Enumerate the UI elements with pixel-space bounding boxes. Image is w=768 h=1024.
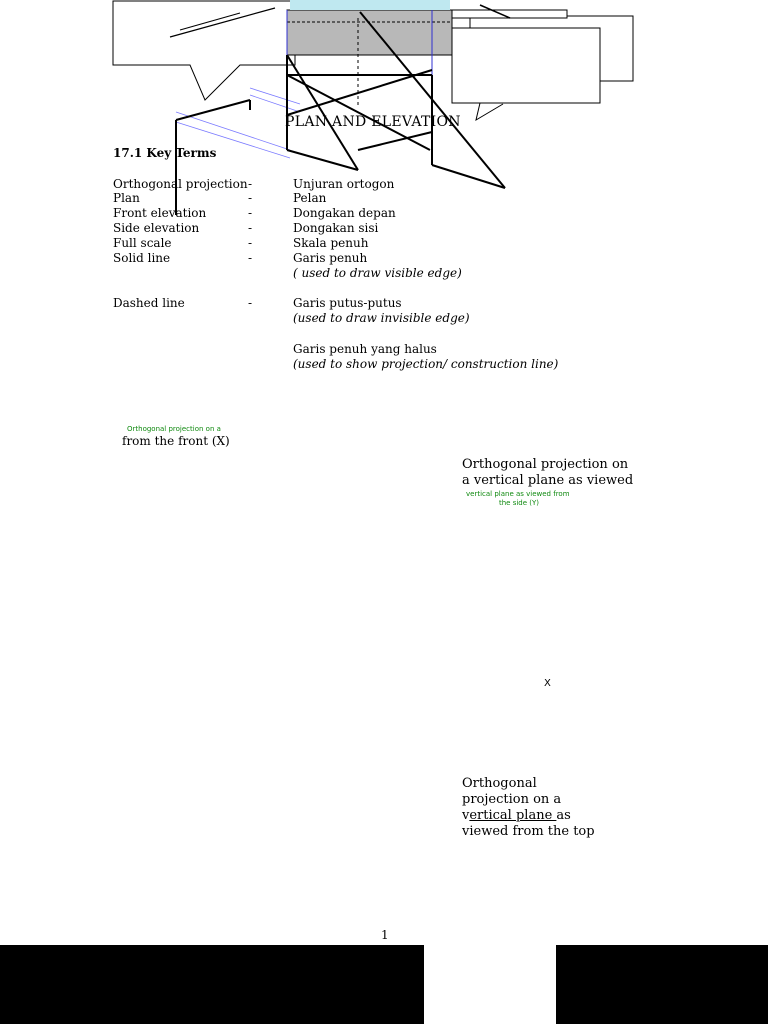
term-note-5: ( used to draw visible edge) [293, 266, 462, 280]
term-ms-5: Garis penuh [293, 251, 368, 265]
side-callout-line2: a vertical plane as viewed [462, 473, 634, 488]
page-title: PLAN AND ELEVATION [285, 114, 461, 130]
term-ms-2: Dongakan depan [293, 206, 396, 220]
bottom-bar-right [556, 945, 768, 1024]
term-dash-4: - [248, 236, 253, 250]
term-en-6: Dashed line [113, 296, 185, 310]
side-callout-line1: Orthogonal projection on [462, 457, 629, 472]
top-callout-line3-pre: v [462, 808, 470, 823]
top-callout-line4: viewed from the top [462, 824, 595, 839]
hatched-block [287, 10, 452, 55]
top-callout-line3-underlined: ertical plane [469, 808, 557, 823]
top-callout-line3 [462, 808, 571, 824]
term-ms-1: Pelan [293, 191, 327, 205]
term-en-1: Plan [113, 191, 140, 205]
term-ms-4: Skala penuh [293, 236, 369, 250]
term-dash-1: - [248, 191, 253, 205]
term-ms-7: Garis penuh yang halus [293, 342, 437, 356]
term-en-0: Orthogonal projection [113, 177, 248, 191]
term-note-6: (used to draw invisible edge) [293, 311, 470, 325]
top-callout-line3-post: as [556, 808, 571, 823]
term-en-5: Solid line [113, 251, 171, 265]
top-callout-line1: Orthogonal [462, 776, 537, 791]
term-dash-2: - [248, 206, 253, 220]
term-ms-0: Unjuran ortogon [293, 177, 395, 191]
term-dash-5: - [248, 251, 253, 265]
callout-bubble-left [113, 1, 295, 100]
term-en-4: Full scale [113, 236, 172, 250]
side-callout-small1: vertical plane as viewed from [466, 490, 570, 498]
right-box-front [452, 28, 600, 103]
top-callout-line2: projection on a [462, 792, 562, 807]
term-dash-3: - [248, 221, 253, 235]
section-heading: 17.1 Key Terms [113, 146, 217, 160]
term-dash-0: - [248, 177, 253, 191]
term-note-7: (used to show projection/ construction line) [293, 357, 559, 371]
top-color-strip [290, 0, 450, 10]
term-ms-3: Dongakan sisi [293, 221, 379, 235]
page-number: 1 [381, 928, 389, 942]
term-dash-6: - [248, 296, 253, 310]
x-marker: X [544, 678, 551, 689]
term-en-3: Side elevation [113, 221, 200, 235]
bottom-bar-left [0, 945, 424, 1024]
front-callout-text: from the front (X) [122, 434, 230, 448]
term-ms-6: Garis putus-putus [293, 296, 402, 310]
front-callout-small: Orthogonal projection on a [127, 425, 221, 433]
side-callout-small2: the side (Y) [499, 499, 540, 507]
term-en-2: Front elevation [113, 206, 207, 220]
